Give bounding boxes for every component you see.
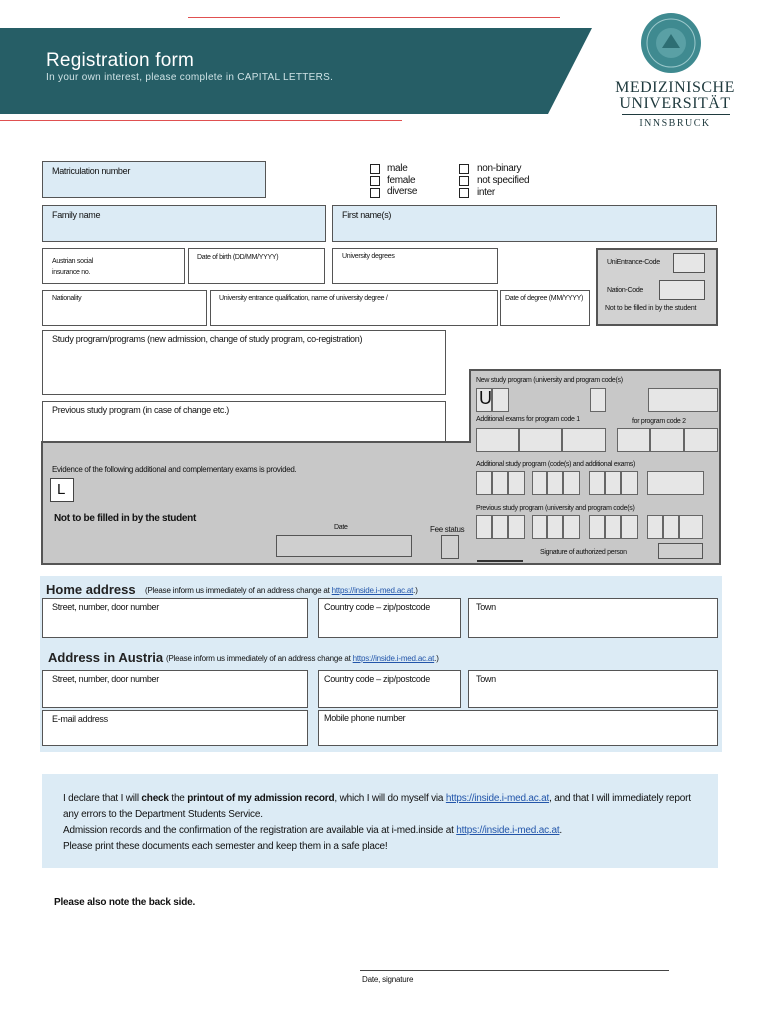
checkbox-diverse[interactable]: [370, 188, 380, 198]
family-name-label: Family name: [52, 210, 101, 220]
date-of-birth-label: Date of birth (DD/MM/YYYY): [197, 254, 279, 261]
uni-entrance-code-label: UniEntrance-Code: [607, 259, 660, 266]
declaration-link-2[interactable]: https://inside.i-med.ac.at: [456, 825, 560, 836]
previous-program-cell-8[interactable]: [605, 515, 621, 539]
new-program-code-prefix: U: [479, 388, 492, 408]
home-street-label: Street, number, door number: [52, 602, 159, 612]
home-address-link[interactable]: https://inside.i-med.ac.at: [331, 586, 414, 595]
previous-program-cell-5[interactable]: [547, 515, 563, 539]
previous-program-cell-6[interactable]: [563, 515, 580, 539]
additional-exams-cell-1[interactable]: [476, 428, 519, 452]
home-town-label: Town: [476, 602, 496, 612]
social-insurance-label-2: insurance no.: [52, 269, 91, 276]
declaration-check: check: [141, 793, 169, 804]
austria-town-label: Town: [476, 674, 496, 684]
additional-exams-cell-4[interactable]: [617, 428, 650, 452]
additional-program-cell-10[interactable]: [647, 471, 704, 495]
fee-status-label: Fee status: [430, 525, 465, 534]
additional-program-cell-6[interactable]: [563, 471, 580, 495]
top-accent-line: [188, 17, 560, 18]
gender-label-non-binary: non-binary: [477, 163, 522, 174]
declaration-t5: , which I will do myself via: [334, 793, 446, 804]
logo-divider: [622, 114, 730, 115]
checkbox-male[interactable]: [370, 164, 380, 174]
evidence-code-value: L: [57, 481, 66, 498]
home-address-title: Home address: [46, 582, 136, 597]
additional-exams-1-label: Additional exams for program code 1: [476, 416, 580, 423]
nation-code-input[interactable]: [659, 280, 705, 300]
declaration-t8: .: [559, 825, 563, 836]
uni-entrance-code-input[interactable]: [673, 253, 705, 273]
previous-program-cell-2[interactable]: [492, 515, 508, 539]
office-date-label: Date: [334, 524, 348, 531]
authorized-signature-field[interactable]: [658, 543, 703, 559]
declaration-paragraph-2: [63, 823, 703, 839]
previous-program-cell-1[interactable]: [476, 515, 492, 539]
checkbox-non-binary[interactable]: [459, 164, 469, 174]
previous-program-cell-9[interactable]: [621, 515, 638, 539]
additional-exams-2-label: for program code 2: [632, 418, 686, 425]
authorized-signature-label: Signature of authorized person: [540, 549, 627, 556]
email-label: E-mail address: [52, 714, 108, 724]
austria-address-note-suffix: .): [434, 654, 439, 663]
new-program-code-cell-2[interactable]: [492, 388, 509, 412]
additional-program-label: Additional study program (code(s) and additional exams): [476, 461, 635, 468]
declaration-link-1[interactable]: https://inside.i-med.ac.at: [445, 793, 550, 804]
previous-study-program-label: Previous study program (in case of change etc.): [52, 405, 229, 415]
office-box-note: Not to be filled in by the student: [605, 305, 697, 312]
mobile-phone-label: Mobile phone number: [324, 713, 406, 723]
additional-program-cell-2[interactable]: [492, 471, 508, 495]
gender-label-male: male: [387, 163, 408, 174]
new-program-code-cell-3[interactable]: [590, 388, 606, 412]
declaration-paragraph-3: Please print these documents each semester and keep them in a safe place!: [63, 841, 388, 852]
social-insurance-label-1: Austrian social: [52, 258, 94, 265]
date-signature-label: Date, signature: [362, 975, 414, 984]
additional-program-cell-4[interactable]: [532, 471, 547, 495]
previous-program-cell-10[interactable]: [647, 515, 663, 539]
declaration-t7: Admission records and the confirmation of the registration are available via at i-med.inside at: [63, 825, 457, 836]
additional-exams-cell-5[interactable]: [650, 428, 684, 452]
checkbox-female[interactable]: [370, 176, 380, 186]
gender-label-inter: inter: [477, 187, 495, 198]
additional-exams-cell-6[interactable]: [684, 428, 718, 452]
home-country-zip-label: Country code – zip/postcode: [324, 602, 430, 612]
fee-status-field[interactable]: [441, 535, 459, 559]
declaration-printout: printout of my admission record: [187, 793, 335, 804]
home-address-note-suffix: .): [413, 586, 418, 595]
evidence-exams-label: Evidence of the following additional and complementary exams is provided.: [52, 465, 297, 474]
nationality-label: Nationality: [52, 295, 82, 302]
additional-exams-cell-2[interactable]: [519, 428, 562, 452]
previous-program-cell-4[interactable]: [532, 515, 547, 539]
bottom-accent-line: [0, 120, 402, 121]
additional-exams-cell-3[interactable]: [562, 428, 606, 452]
gender-label-female: female: [387, 175, 416, 186]
austria-street-label: Street, number, door number: [52, 674, 159, 684]
home-address-note-prefix: (Please inform us immediately of an address change at: [145, 586, 330, 595]
home-town-field[interactable]: [468, 598, 718, 638]
university-seal-logo: [640, 12, 702, 74]
previous-program-cell-3[interactable]: [508, 515, 525, 539]
austria-address-note: [166, 654, 439, 663]
previous-program-cell-11[interactable]: [663, 515, 679, 539]
home-address-note: [145, 586, 418, 595]
declaration-paragraph-1: [63, 791, 703, 823]
additional-program-cell-3[interactable]: [508, 471, 525, 495]
declaration-t3: the: [168, 793, 188, 804]
logo-line-1: MEDIZINISCHE: [615, 79, 735, 96]
additional-program-cell-9[interactable]: [621, 471, 638, 495]
nation-code-label: Nation-Code: [607, 287, 643, 294]
degree-date-label: Date of degree (MM/YYYY): [505, 295, 583, 302]
declaration-t6: , and that I will immediately report any errors to the Department Students Service.: [63, 793, 691, 820]
austria-address-title: Address in Austria: [48, 650, 164, 665]
gender-label-not-specified: not specified: [477, 175, 530, 186]
matriculation-number-label: Matriculation number: [52, 166, 131, 176]
university-degrees-label: University degrees: [342, 253, 395, 260]
gender-label-diverse: diverse: [387, 186, 418, 197]
office-date-field[interactable]: [276, 535, 412, 557]
previous-program-cell-7[interactable]: [589, 515, 605, 539]
not-filled-by-student-label: Not to be filled in by the student: [54, 513, 197, 524]
social-insurance-field[interactable]: [42, 248, 185, 284]
additional-program-cell-5[interactable]: [547, 471, 563, 495]
entrance-qualification-label: University entrance qualification, name of university degree /: [219, 295, 388, 302]
first-names-label: First name(s): [342, 210, 392, 220]
page-title: Registration form: [46, 50, 195, 71]
additional-program-cell-7[interactable]: [589, 471, 605, 495]
new-program-label: New study program (university and program code(s): [476, 377, 623, 384]
checkbox-not-specified[interactable]: [459, 176, 469, 186]
additional-program-cell-8[interactable]: [605, 471, 621, 495]
additional-program-cell-1[interactable]: [476, 471, 492, 495]
austria-country-zip-label: Country code – zip/postcode: [324, 674, 430, 684]
signature-line-office: [477, 560, 523, 562]
previous-program-label: Previous study program (university and program code(s): [476, 505, 635, 512]
austria-address-note-prefix: (Please inform us immediately of an address change at: [166, 654, 351, 663]
checkbox-inter[interactable]: [459, 188, 469, 198]
logo-line-2: UNIVERSITÄT: [619, 95, 731, 112]
declaration-text: [63, 791, 703, 855]
logo-line-3: INNSBRUCK: [639, 118, 711, 129]
austria-address-link[interactable]: https://inside.i-med.ac.at: [352, 654, 435, 663]
previous-program-cell-12[interactable]: [679, 515, 703, 539]
back-side-note: Please also note the back side.: [54, 897, 196, 908]
declaration-t1: I declare that I will: [63, 793, 142, 804]
study-programs-label: Study program/programs (new admission, change of study program, co-registration): [52, 334, 363, 344]
austria-town-field[interactable]: [468, 670, 718, 708]
new-program-code-cell-4[interactable]: [648, 388, 718, 412]
signature-line[interactable]: [360, 970, 669, 971]
page-subtitle: In your own interest, please complete in CAPITAL LETTERS.: [46, 72, 334, 83]
